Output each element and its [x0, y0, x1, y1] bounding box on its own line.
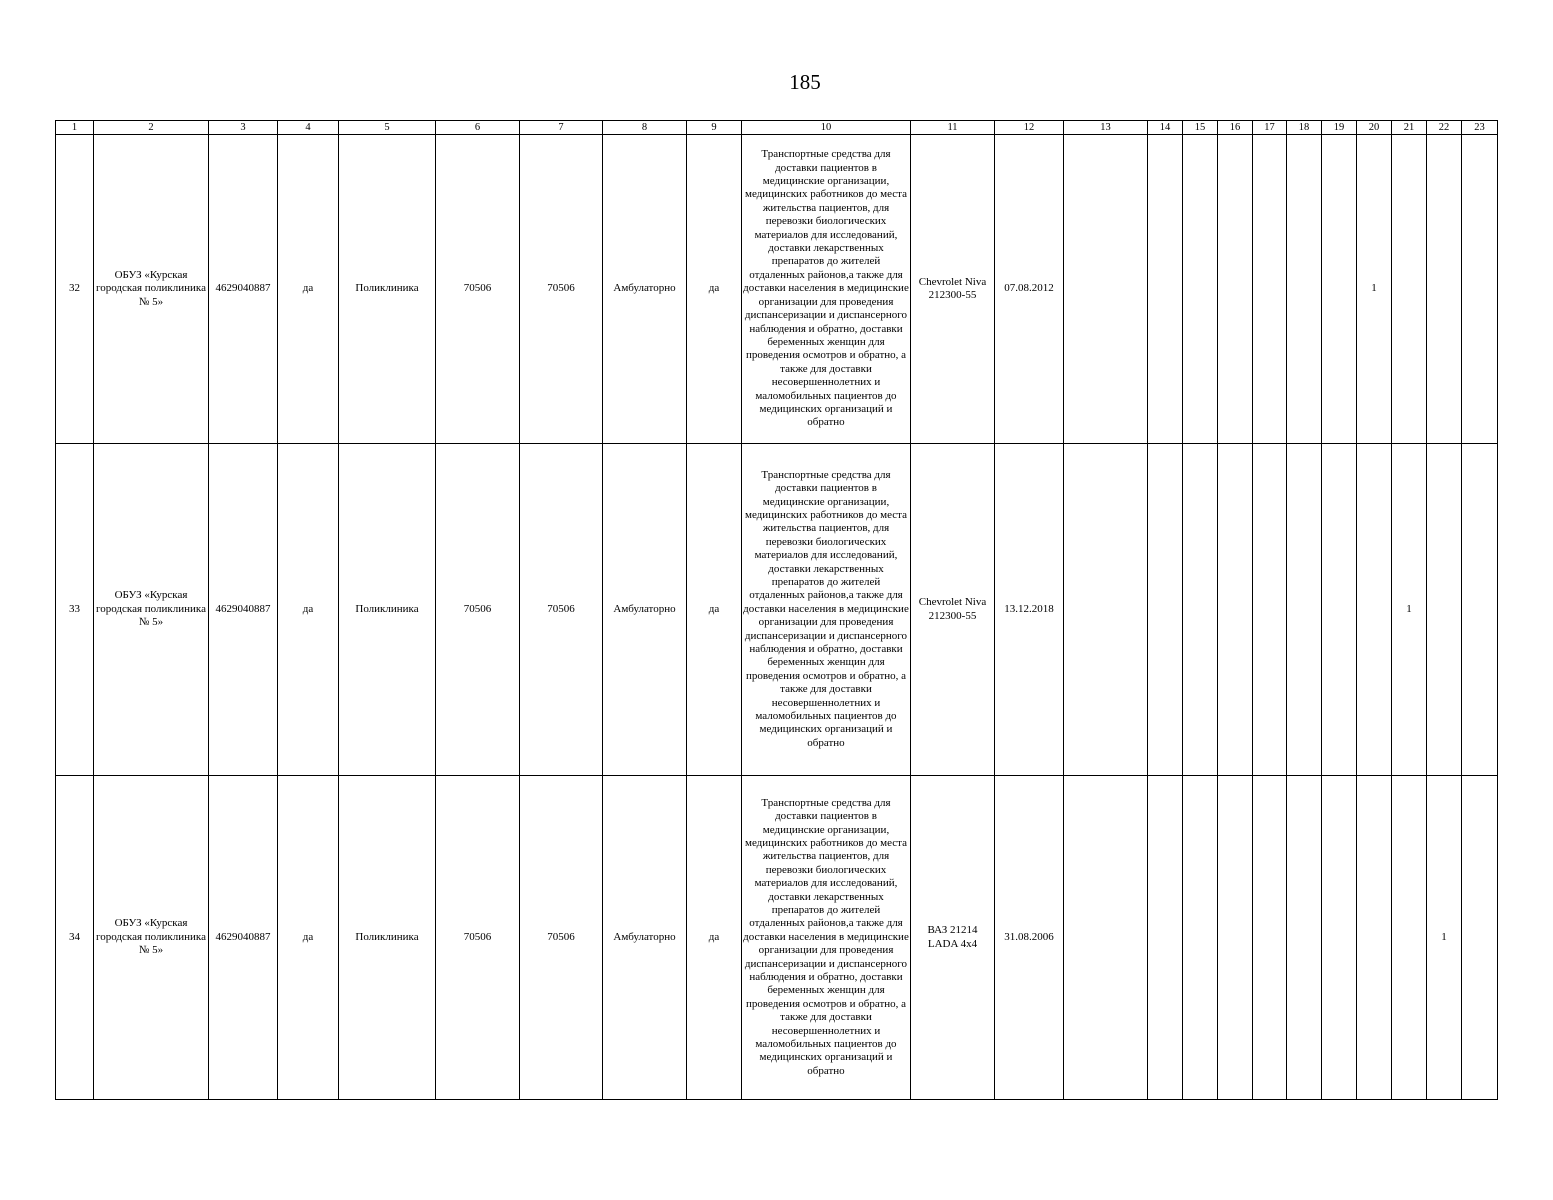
table-cell: 1	[1392, 444, 1427, 776]
purpose-cell: Транспортные средства для доставки пациентов в медицинские организации, медицинских работников до места жительства пациентов, для перевозки биологических материалов для исследований, доставки лекарственных препаратов до жителей отдаленных районов,а также для доставки населения в медицинские организации для проведения диспансеризации и диспансерного наблюдения и обратно, доставки беременных женщин для проведения осмотров и обратно, а также для доставки несовершеннолетних и маломобильных пациентов до медицинских организаций и обратно	[742, 776, 911, 1100]
vehicle-model-cell: ВАЗ 21214 LADA 4x4	[911, 776, 995, 1100]
column-number: 15	[1183, 121, 1218, 135]
code-cell: 70506	[520, 444, 603, 776]
column-number: 6	[436, 121, 520, 135]
column-number-row	[56, 121, 1498, 135]
column-number: 13	[1064, 121, 1148, 135]
table-cell	[1218, 444, 1253, 776]
code-cell: 70506	[520, 135, 603, 444]
table-cell: да	[687, 135, 742, 444]
code-cell: 70506	[436, 444, 520, 776]
care-type-cell: Амбулаторно	[603, 135, 687, 444]
table-cell	[1183, 135, 1218, 444]
vehicle-registry-table	[55, 120, 1498, 1100]
column-number: 8	[603, 121, 687, 135]
table-cell: да	[687, 444, 742, 776]
code-cell: 70506	[436, 135, 520, 444]
table-cell	[1462, 776, 1498, 1100]
column-number: 10	[742, 121, 911, 135]
table-cell	[1322, 135, 1357, 444]
organization-cell: ОБУЗ «Курская городская поликлиника № 5»	[94, 776, 209, 1100]
table-cell	[1427, 444, 1462, 776]
table-cell	[1462, 444, 1498, 776]
column-number: 4	[278, 121, 339, 135]
table-cell	[1148, 776, 1183, 1100]
purpose-cell: Транспортные средства для доставки пациентов в медицинские организации, медицинских работников до места жительства пациентов, для перевозки биологических материалов для исследований, доставки лекарственных препаратов до жителей отдаленных районов,а также для доставки населения в медицинские организации для проведения диспансеризации и диспансерного наблюдения и обратно, доставки беременных женщин для проведения осмотров и обратно, а также для доставки несовершеннолетних и маломобильных пациентов до медицинских организаций и обратно	[742, 444, 911, 776]
table-cell: да	[278, 776, 339, 1100]
table-cell	[1287, 776, 1322, 1100]
table-cell: да	[278, 444, 339, 776]
row-number-cell: 33	[56, 444, 94, 776]
column-number: 14	[1148, 121, 1183, 135]
table-row	[56, 776, 1498, 1100]
column-number: 11	[911, 121, 995, 135]
table-cell	[1218, 776, 1253, 1100]
row-number-cell: 34	[56, 776, 94, 1100]
inn-cell: 4629040887	[209, 776, 278, 1100]
code-cell: 70506	[436, 776, 520, 1100]
table-cell	[1287, 135, 1322, 444]
table-cell	[1253, 135, 1287, 444]
column-number: 2	[94, 121, 209, 135]
inn-cell: 4629040887	[209, 135, 278, 444]
table-cell	[1218, 135, 1253, 444]
column-number: 5	[339, 121, 436, 135]
table-cell	[1392, 776, 1427, 1100]
table-cell	[1427, 135, 1462, 444]
column-number: 22	[1427, 121, 1462, 135]
table-cell	[1322, 776, 1357, 1100]
table-cell	[1357, 444, 1392, 776]
care-type-cell: Амбулаторно	[603, 444, 687, 776]
table-cell	[1462, 135, 1498, 444]
column-number: 16	[1218, 121, 1253, 135]
column-number: 1	[56, 121, 94, 135]
table-cell	[1253, 776, 1287, 1100]
table-row	[56, 135, 1498, 444]
table-cell	[1392, 135, 1427, 444]
table-cell	[1148, 135, 1183, 444]
date-cell: 31.08.2006	[995, 776, 1064, 1100]
table-cell: 1	[1427, 776, 1462, 1100]
column-number: 17	[1253, 121, 1287, 135]
column-number: 12	[995, 121, 1064, 135]
organization-cell: ОБУЗ «Курская городская поликлиника № 5»	[94, 444, 209, 776]
page-number: 185	[789, 70, 821, 94]
table-cell	[1357, 776, 1392, 1100]
inn-cell: 4629040887	[209, 444, 278, 776]
column-number: 3	[209, 121, 278, 135]
table-cell	[1064, 776, 1148, 1100]
purpose-cell: Транспортные средства для доставки пациентов в медицинские организации, медицинских работников до места жительства пациентов, для перевозки биологических материалов для исследований, доставки лекарственных препаратов до жителей отдаленных районов,а также для доставки населения в медицинские организации для проведения диспансеризации и диспансерного наблюдения и обратно, доставки беременных женщин для проведения осмотров и обратно, а также для доставки несовершеннолетних и маломобильных пациентов до медицинских организаций и обратно	[742, 135, 911, 444]
code-cell: 70506	[520, 776, 603, 1100]
facility-type-cell: Поликлиника	[339, 444, 436, 776]
table-cell	[1064, 135, 1148, 444]
column-number: 20	[1357, 121, 1392, 135]
column-number: 9	[687, 121, 742, 135]
row-number-cell: 32	[56, 135, 94, 444]
facility-type-cell: Поликлиника	[339, 135, 436, 444]
column-number: 19	[1322, 121, 1357, 135]
table-cell	[1287, 444, 1322, 776]
vehicle-model-cell: Chevrolet Niva 212300-55	[911, 135, 995, 444]
organization-cell: ОБУЗ «Курская городская поликлиника № 5»	[94, 135, 209, 444]
care-type-cell: Амбулаторно	[603, 776, 687, 1100]
table-cell: да	[278, 135, 339, 444]
column-number: 23	[1462, 121, 1498, 135]
table-cell	[1322, 444, 1357, 776]
facility-type-cell: Поликлиника	[339, 776, 436, 1100]
vehicle-model-cell: Chevrolet Niva 212300-55	[911, 444, 995, 776]
table-cell	[1183, 444, 1218, 776]
column-number: 7	[520, 121, 603, 135]
table-cell	[1253, 444, 1287, 776]
date-cell: 13.12.2018	[995, 444, 1064, 776]
table-cell	[1183, 776, 1218, 1100]
table-cell: да	[687, 776, 742, 1100]
table-cell	[1064, 444, 1148, 776]
date-cell: 07.08.2012	[995, 135, 1064, 444]
table-row	[56, 444, 1498, 776]
table-cell	[1148, 444, 1183, 776]
column-number: 21	[1392, 121, 1427, 135]
column-number: 18	[1287, 121, 1322, 135]
table-cell: 1	[1357, 135, 1392, 444]
